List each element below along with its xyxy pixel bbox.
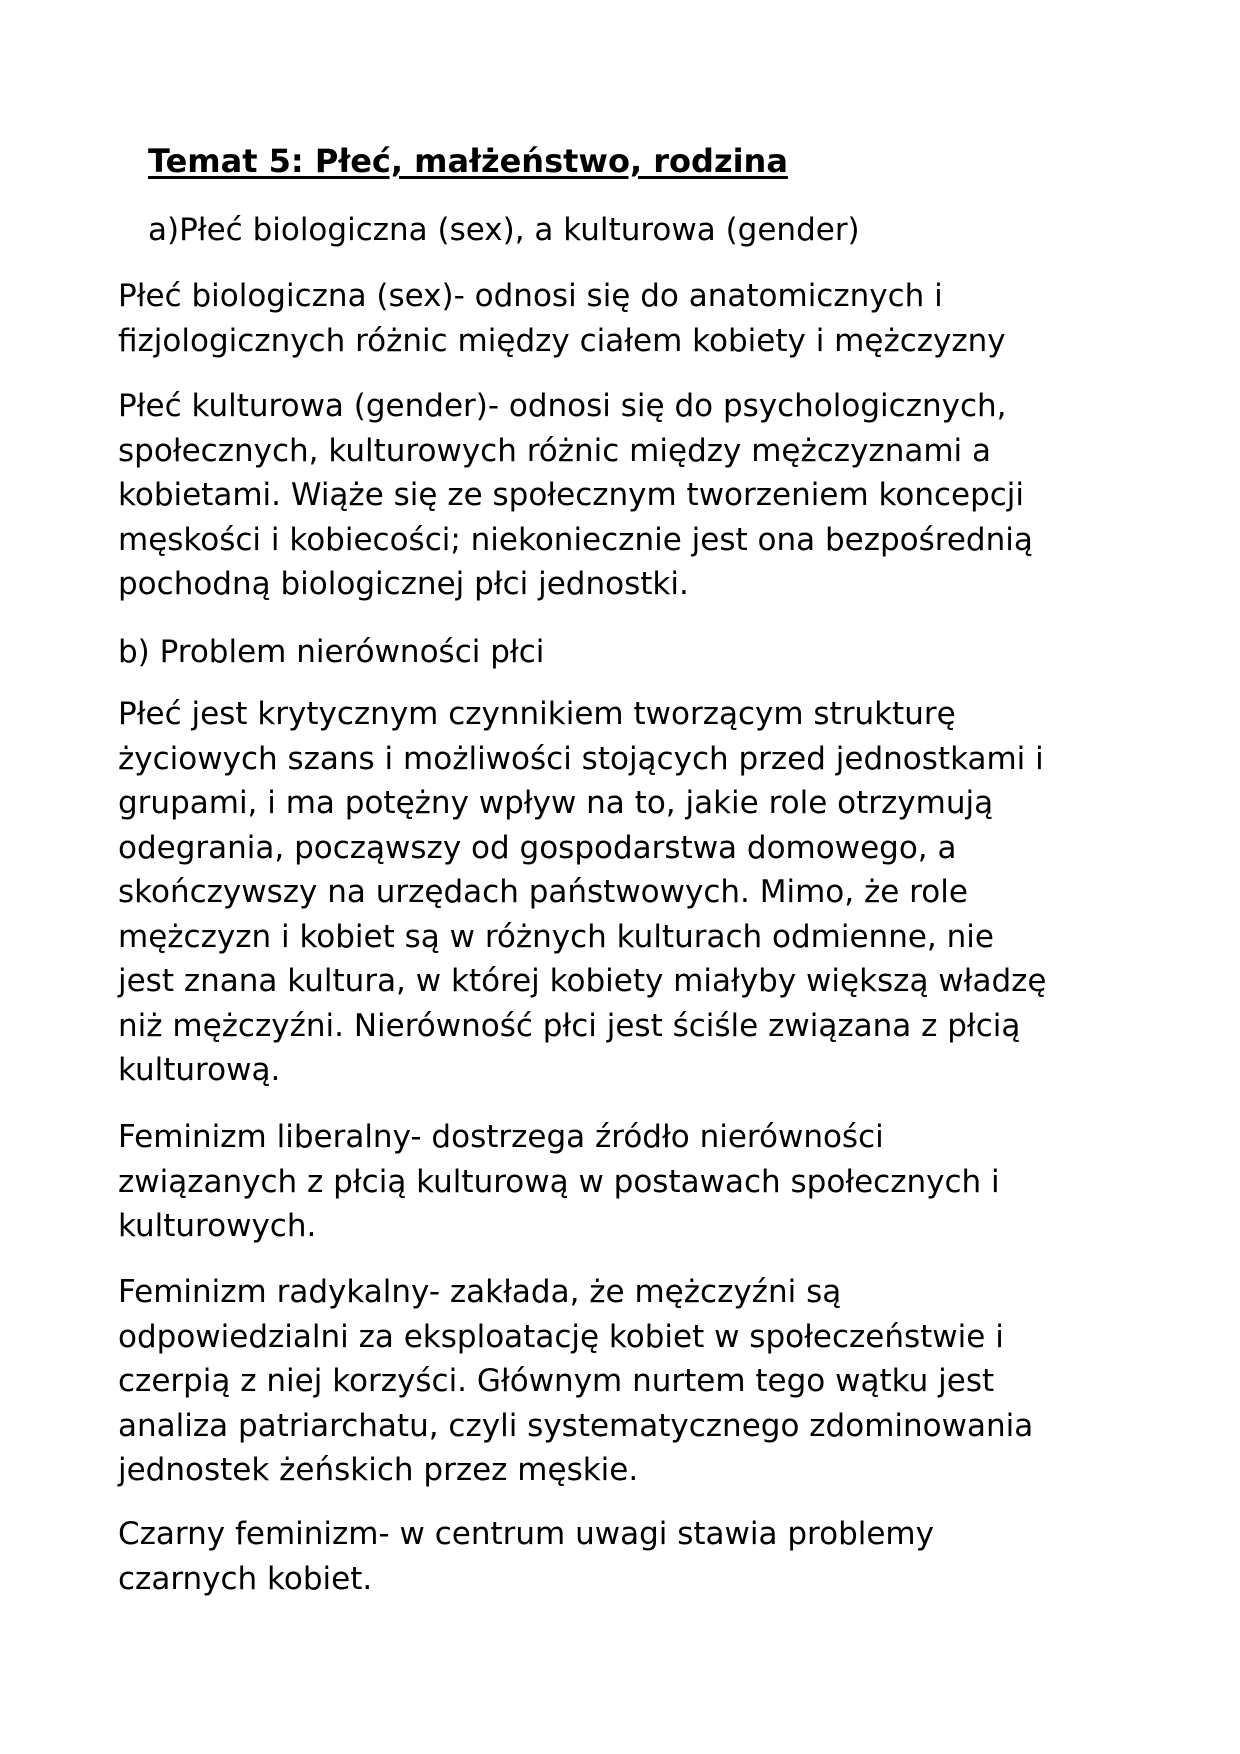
text-line: związanych z płcią kulturową w postawach społecznych i	[118, 1163, 1000, 1200]
text-line: społecznych, kulturowych różnic między mężczyznami a	[118, 432, 991, 469]
text-line: niż mężczyźni. Nierówność płci jest ściśle związana z płcią	[118, 1007, 1021, 1044]
text-line: czarnych kobiet.	[118, 1560, 373, 1597]
text-line: Czarny feminizm- w centrum uwagi stawia problemy	[118, 1516, 934, 1552]
paragraph-sex-definition	[118, 274, 1128, 363]
section-b-heading: b) Problem nierówności płci	[118, 634, 545, 670]
text-line: skończywszy na urzędach państwowych. Mimo, że role	[118, 874, 968, 910]
text-line: kobietami. Wiąże się ze społecznym tworzeniem koncepcji	[118, 477, 1025, 513]
text-line: Feminizm liberalny- dostrzega źródło nierówności	[118, 1119, 884, 1155]
paragraph-liberal-feminism	[118, 1115, 1128, 1249]
text-line: kulturowych.	[118, 1208, 317, 1244]
text-line: życiowych szans i możliwości stojących przed jednostkami i	[118, 740, 1044, 777]
page-title: Temat 5: Płeć, małżeństwo, rodzina	[148, 142, 788, 180]
text-line: czerpią z niej korzyści. Głównym nurtem tego wątku jest	[118, 1363, 995, 1399]
text-line: Feminizm radykalny- zakłada, że mężczyźni są	[118, 1274, 842, 1310]
text-line: odegrania, począwszy od gospodarstwa domowego, a	[118, 829, 957, 866]
text-line: odpowiedzialni za eksploatację kobiet w społeczeństwie i	[118, 1318, 1004, 1355]
paragraph-black-feminism	[118, 1512, 1128, 1601]
paragraph-gender-definition	[118, 384, 1128, 607]
text-line: Płeć kulturowa (gender)- odnosi się do psychologicznych,	[118, 388, 1007, 424]
text-line: fizjologicznych różnic między ciałem kobiety i mężczyzny	[118, 322, 1006, 359]
text-line: Płeć jest krytycznym czynnikiem tworzącym strukturę	[118, 696, 956, 732]
text-line: Płeć biologiczna (sex)- odnosi się do anatomicznych i	[118, 278, 943, 314]
text-line: jednostek żeńskich przez męskie.	[118, 1452, 639, 1488]
text-line: pochodną biologicznej płci jednostki.	[118, 566, 689, 602]
text-line: kulturową.	[118, 1052, 281, 1088]
text-line: jest znana kultura, w której kobiety miałyby większą władzę	[118, 963, 1047, 999]
text-line: męskości i kobiecości; niekoniecznie jest ona bezpośrednią	[118, 521, 1033, 558]
text-line: analiza patriarchatu, czyli systematycznego zdominowania	[118, 1407, 1034, 1444]
paragraph-radical-feminism	[118, 1270, 1128, 1493]
paragraph-gender-inequality	[118, 692, 1128, 1093]
text-line: mężczyzn i kobiet są w różnych kulturach odmienne, nie	[118, 918, 994, 955]
text-line: grupami, i ma potężny wpływ na to, jakie role otrzymują	[118, 785, 994, 821]
section-a-heading: a)Płeć biologiczna (sex), a kulturowa (gender)	[148, 212, 860, 248]
